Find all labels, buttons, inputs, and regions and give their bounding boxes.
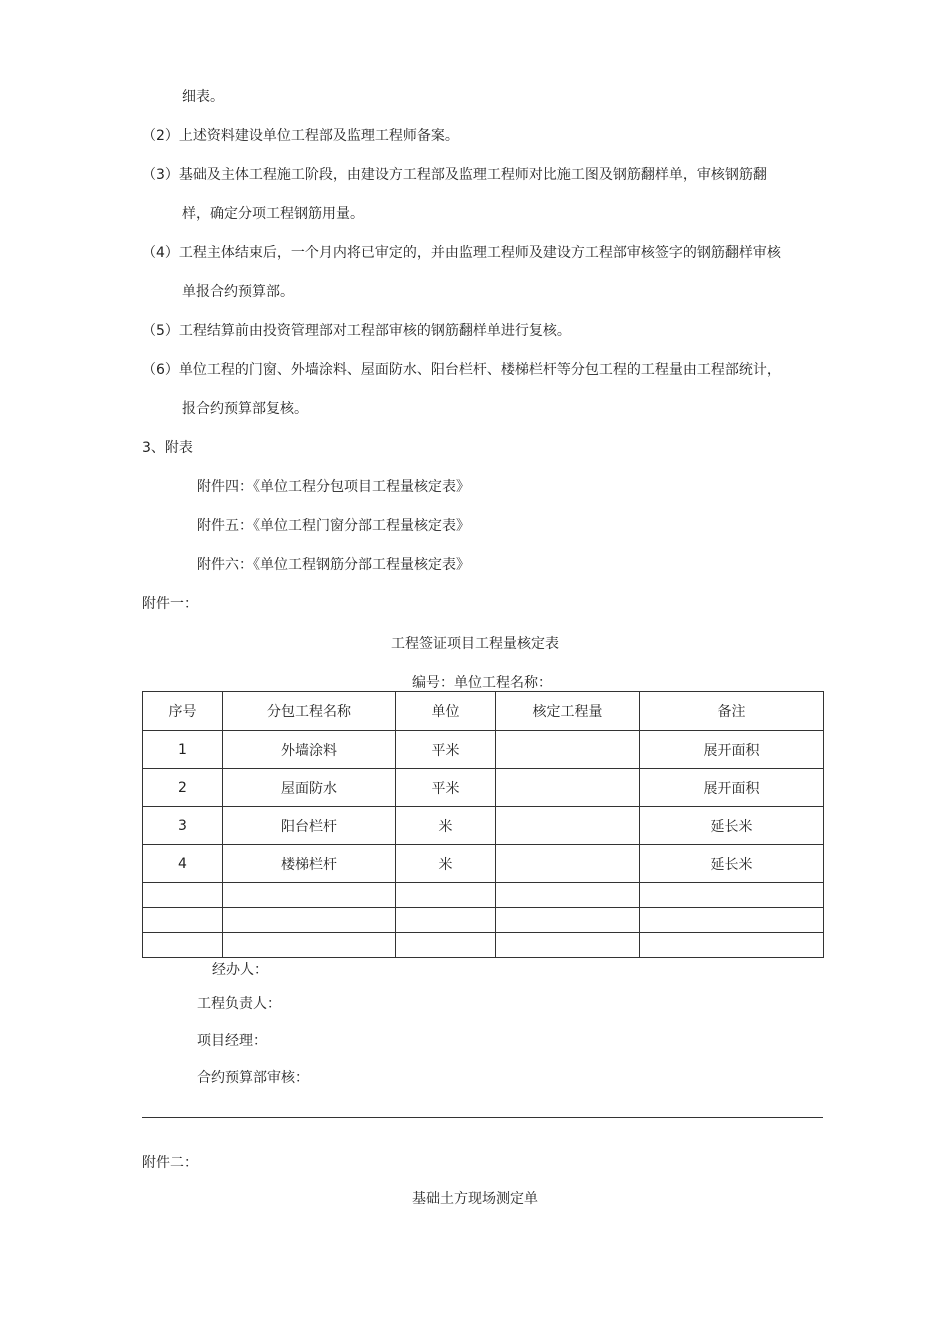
table-cell [396, 933, 496, 958]
paragraph-line: 报合约预算部复核。 [182, 401, 308, 417]
table-cell: 屋面防水 [223, 769, 396, 807]
table-cell: 1 [143, 731, 223, 769]
table-cell: 展开面积 [640, 731, 824, 769]
table-cell: 米 [396, 807, 496, 845]
table-cell [640, 883, 824, 908]
table-cell [223, 883, 396, 908]
divider [142, 1117, 823, 1118]
table-cell: 楼梯栏杆 [223, 845, 396, 883]
paragraph-line: （6）单位工程的门窗、外墙涂料、屋面防水、阳台栏杆、楼梯栏杆等分包工程的工程量由工程部统计， [142, 362, 781, 378]
paragraph-line: 样，确定分项工程钢筋用量。 [182, 206, 364, 222]
table-cell: 平米 [396, 769, 496, 807]
signature-project-manager: 项目经理： [197, 1033, 267, 1049]
table-row [143, 807, 824, 845]
table-cell: 2 [143, 769, 223, 807]
table-cell [143, 908, 223, 933]
table-row [143, 933, 824, 958]
table-cell [143, 883, 223, 908]
column-header: 核定工程量 [496, 692, 640, 731]
table-cell: 延长米 [640, 845, 824, 883]
table-row [143, 731, 824, 769]
paragraph-line: 单报合约预算部。 [182, 284, 294, 300]
paragraph-line: （5）工程结算前由投资管理部对工程部审核的钢筋翻样单进行复核。 [142, 323, 571, 339]
paragraph-line: （2）上述资料建设单位工程部及监理工程师备案。 [142, 128, 459, 144]
table-cell: 米 [396, 845, 496, 883]
table-cell [496, 883, 640, 908]
column-header: 序号 [143, 692, 223, 731]
table-cell [496, 769, 640, 807]
table-header-row [143, 692, 824, 731]
table-cell: 阳台栏杆 [223, 807, 396, 845]
table-row [143, 845, 824, 883]
table-cell [223, 908, 396, 933]
table-cell [396, 883, 496, 908]
table-cell: 延长米 [640, 807, 824, 845]
table-cell [223, 933, 396, 958]
table-cell [496, 933, 640, 958]
paragraph-line: 3、附表 [142, 440, 193, 456]
paragraph-line: 附件六：《单位工程钢筋分部工程量核定表》 [197, 557, 470, 573]
column-header: 单位 [396, 692, 496, 731]
table-cell: 平米 [396, 731, 496, 769]
table-cell [496, 845, 640, 883]
column-header: 分包工程名称 [223, 692, 396, 731]
table-cell: 4 [143, 845, 223, 883]
table-row [143, 908, 824, 933]
table-cell [640, 908, 824, 933]
signature-contract-budget: 合约预算部审核： [197, 1070, 309, 1086]
table-row [143, 883, 824, 908]
attachment-label: 附件二： [142, 1155, 198, 1171]
column-header: 备注 [640, 692, 824, 731]
form-subtitle: 编号：单位工程名称： [412, 675, 552, 691]
table-cell [496, 731, 640, 769]
paragraph-line: 细表。 [182, 89, 224, 105]
table-cell [396, 908, 496, 933]
signature-handler: 经办人： [212, 962, 268, 978]
paragraph-line: 附件四：《单位工程分包项目工程量核定表》 [197, 479, 470, 495]
paragraph-line: （4）工程主体结束后，一个月内将已审定的，并由监理工程师及建设方工程部审核签字的钢筋翻样审核 [142, 245, 781, 261]
table-cell: 3 [143, 807, 223, 845]
table-cell [496, 807, 640, 845]
paragraph-line: 附件一： [142, 596, 198, 612]
table-cell [640, 933, 824, 958]
table-cell: 展开面积 [640, 769, 824, 807]
paragraph-line: （3）基础及主体工程施工阶段，由建设方工程部及监理工程师对比施工图及钢筋翻样单，审核钢筋翻 [142, 167, 767, 183]
attachment-title: 基础土方现场测定单 [412, 1191, 538, 1207]
table-cell [496, 908, 640, 933]
paragraph-line: 附件五：《单位工程门窗分部工程量核定表》 [197, 518, 470, 534]
quantity-table [142, 691, 824, 958]
form-title: 工程签证项目工程量核定表 [391, 636, 559, 652]
table-cell [143, 933, 223, 958]
table-cell: 外墙涂料 [223, 731, 396, 769]
signature-project-lead: 工程负责人： [197, 996, 281, 1012]
table-row [143, 769, 824, 807]
